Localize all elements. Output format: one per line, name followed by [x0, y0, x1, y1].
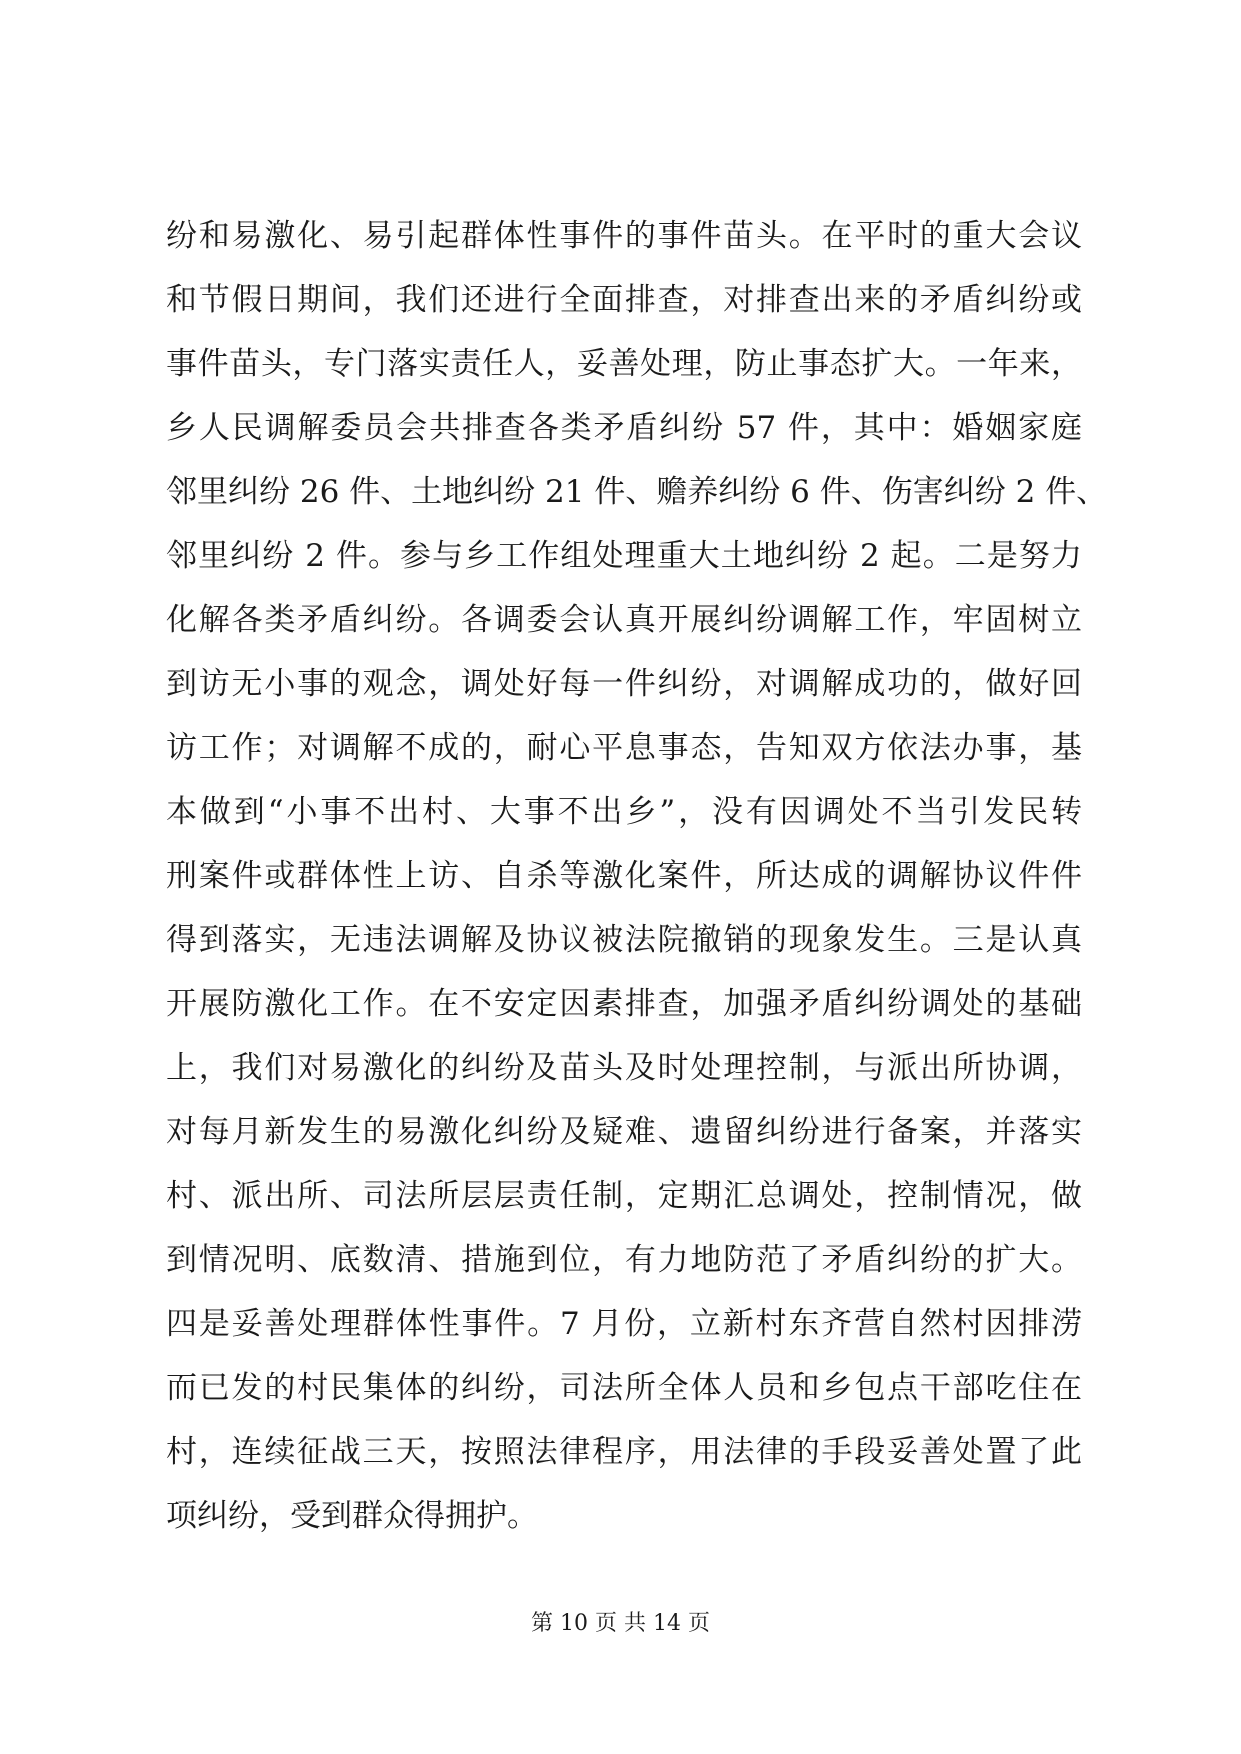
text-line: 得到落实，无违法调解及协议被法院撤销的现象发生。三是认真	[166, 922, 1082, 958]
text-line: 邻里纠纷 2 件。参与乡工作组处理重大土地纠纷 2 起。二是努力	[166, 538, 1082, 574]
text-line: 化解各类矛盾纠纷。各调委会认真开展纠纷调解工作，牢固树立	[166, 602, 1082, 638]
text-line: 而已发的村民集体的纠纷，司法所全体人员和乡包点干部吃住在	[166, 1370, 1082, 1406]
text-line: 四是妥善处理群体性事件。7 月份，立新村东齐营自然村因排涝	[166, 1306, 1082, 1342]
text-line: 项纠纷，受到群众得拥护。	[166, 1498, 538, 1534]
text-line: 村、派出所、司法所层层责任制，定期汇总调处，控制情况，做	[166, 1178, 1082, 1214]
text-line: 刑案件或群体性上访、自杀等激化案件，所达成的调解协议件件	[166, 858, 1082, 894]
page-number-footer: 第 10 页 共 14 页	[531, 1611, 710, 1636]
text-line: 乡人民调解委员会共排查各类矛盾纠纷 57 件，其中：婚姻家庭	[166, 410, 1082, 446]
text-line: 上，我们对易激化的纠纷及苗头及时处理控制，与派出所协调，	[166, 1050, 1082, 1086]
text-line: 邻里纠纷 26 件、土地纠纷 21 件、赡养纠纷 6 件、伤害纠纷 2 件、	[166, 474, 1108, 510]
text-line: 访工作；对调解不成的，耐心平息事态，告知双方依法办事，基	[166, 730, 1082, 766]
text-line: 对每月新发生的易激化纠纷及疑难、遗留纠纷进行备案，并落实	[166, 1114, 1082, 1150]
text-line: 开展防激化工作。在不安定因素排查，加强矛盾纠纷调处的基础	[166, 986, 1082, 1022]
text-line: 纷和易激化、易引起群体性事件的事件苗头。在平时的重大会议	[166, 218, 1082, 254]
text-line: 本做到“小事不出村、大事不出乡”，没有因调处不当引发民转	[166, 794, 1082, 830]
text-line: 到访无小事的观念，调处好每一件纠纷，对调解成功的，做好回	[166, 666, 1082, 702]
text-line: 村，连续征战三天，按照法律程序，用法律的手段妥善处置了此	[166, 1434, 1082, 1470]
text-line: 事件苗头，专门落实责任人，妥善处理，防止事态扩大。一年来，	[166, 346, 1082, 382]
text-line: 和节假日期间，我们还进行全面排查，对排查出来的矛盾纠纷或	[166, 282, 1082, 318]
text-line: 到情况明、底数清、措施到位，有力地防范了矛盾纠纷的扩大。	[166, 1242, 1082, 1278]
body-text	[166, 204, 1108, 1548]
